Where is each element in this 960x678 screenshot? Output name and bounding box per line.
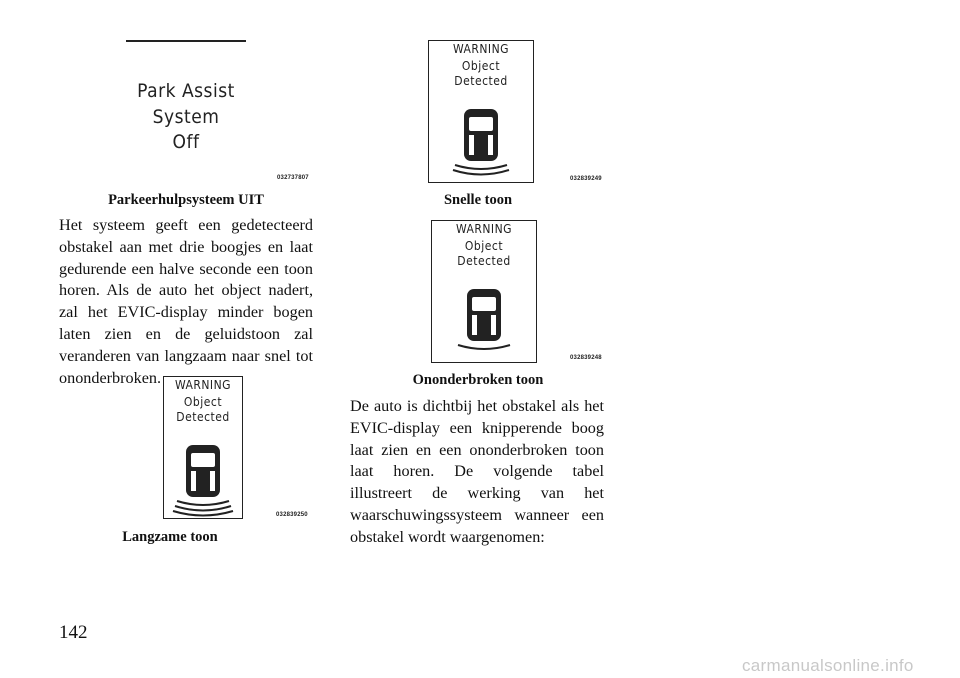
figure-code: 032839248: [570, 355, 602, 361]
screen-line-2: System: [152, 106, 220, 128]
screen-line-1: WARNING: [174, 378, 232, 392]
screen-line-1: Park Assist: [137, 80, 235, 102]
footer-watermark: carmanualsonline.info: [742, 656, 914, 675]
screen-line-3: Detected: [454, 74, 508, 88]
figure-park-assist-off: [126, 40, 246, 181]
screen-line-2: Object: [464, 239, 504, 253]
car-icon: [452, 281, 516, 361]
figure-caption: Snelle toon: [443, 192, 513, 208]
screen-line-2: Object: [461, 59, 501, 73]
screen-line-2: Object: [183, 395, 223, 409]
body-paragraph-left: Het systeem geeft een gedetecteerd obstakel aan met drie boogjes en laat gedurende een halve seconde een toon horen. Als de auto het object nadert, zal het EVIC-display minder bogen laten zien en de geluidstoon zal veranderen van langzaam naar snel tot ononderbroken.: [59, 216, 313, 387]
screen-top-line: [126, 40, 246, 42]
figure-continuous-tone: [431, 220, 537, 363]
figure-fast-tone: [428, 40, 534, 183]
page-number: 142: [59, 622, 88, 643]
screen-line-3: Detected: [176, 410, 230, 424]
body-paragraph-right: De auto is dichtbij het obstakel als het EVIC-display een knipperende boog laat zien en een ononderbroken toon laat horen. De volgende tabel illustreert de werking van het waarschuwingssysteem wanneer een obstakel wordt waargenomen:: [350, 397, 604, 546]
figure-caption: Langzame toon: [122, 529, 218, 545]
screen-line-1: WARNING: [452, 42, 510, 56]
screen-line-3: Off: [172, 131, 200, 153]
car-icon: [449, 101, 513, 181]
figure-code: 032737807: [277, 175, 309, 181]
car-icon: [171, 437, 235, 517]
figure-caption: Parkeerhulpsysteem UIT: [108, 192, 264, 208]
figure-code: 032839249: [570, 176, 602, 182]
screen-line-1: WARNING: [455, 222, 513, 236]
figure-slow-tone: [163, 376, 243, 519]
figure-code: 032839250: [276, 512, 308, 518]
screen-line-3: Detected: [457, 254, 511, 268]
figure-caption: Ononderbroken toon: [412, 372, 544, 388]
